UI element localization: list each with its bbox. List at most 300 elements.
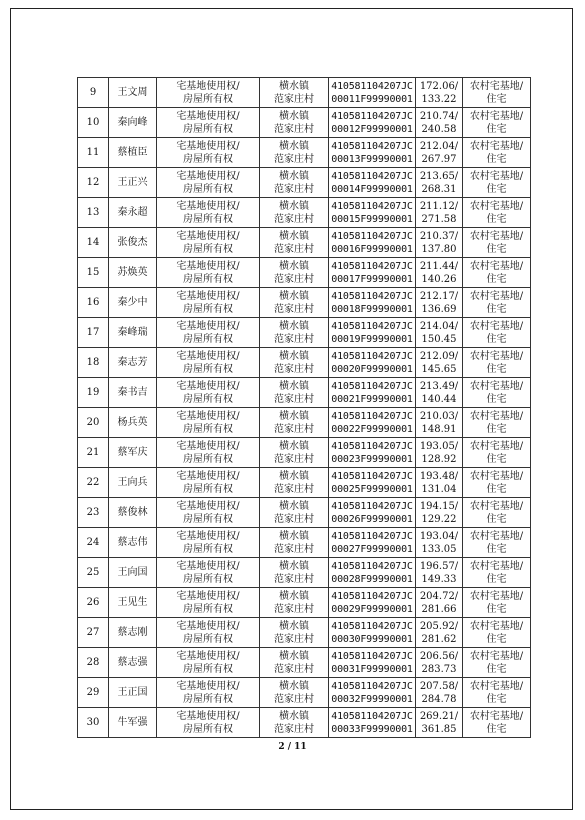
unit-code-line-1: 410581104207JC	[331, 290, 413, 302]
right-type-line-2: 房屋所有权	[183, 303, 233, 315]
right-type-cell	[157, 558, 260, 588]
right-type-cell	[157, 498, 260, 528]
right-type-line-1: 宅基地使用权/	[176, 650, 240, 662]
right-type-line-2: 房屋所有权	[183, 693, 233, 705]
location-line-1: 横水镇	[279, 620, 309, 632]
right-type-line-1: 宅基地使用权/	[176, 500, 240, 512]
right-type-cell	[157, 408, 260, 438]
unit-code-line-2: 00019F99990001	[331, 333, 413, 345]
right-type-cell	[157, 78, 260, 108]
land-use-cell	[463, 198, 531, 228]
right-type-line-1: 宅基地使用权/	[176, 380, 240, 392]
area-line-2: 140.26	[421, 273, 457, 285]
unit-code-line-1: 410581104207JC	[331, 470, 413, 482]
location-line-2: 范家庄村	[274, 243, 314, 255]
land-use-cell	[463, 498, 531, 528]
land-use-line-2: 住宅	[486, 573, 507, 585]
location-cell	[260, 228, 329, 258]
table-row	[78, 468, 531, 498]
right-type-line-1: 宅基地使用权/	[176, 260, 240, 272]
right-type-cell	[157, 198, 260, 228]
owner-name-cell: 秦志芳	[109, 348, 157, 378]
area-line-2: 148.91	[421, 423, 457, 435]
location-line-1: 横水镇	[279, 290, 309, 302]
row-number-cell: 12	[78, 168, 109, 198]
land-use-line-1: 农村宅基地/	[469, 530, 524, 542]
location-line-1: 横水镇	[279, 500, 309, 512]
location-line-1: 横水镇	[279, 80, 309, 92]
land-use-cell	[463, 168, 531, 198]
location-cell	[260, 558, 329, 588]
area-line-1: 210.37/	[419, 230, 459, 242]
location-line-1: 横水镇	[279, 710, 309, 722]
right-type-line-1: 宅基地使用权/	[176, 410, 240, 422]
land-use-line-1: 农村宅基地/	[469, 320, 524, 332]
area-cell	[416, 468, 463, 498]
right-type-line-2: 房屋所有权	[183, 393, 233, 405]
land-use-line-2: 住宅	[486, 303, 507, 315]
location-line-2: 范家庄村	[274, 93, 314, 105]
table-row	[78, 138, 531, 168]
right-type-line-2: 房屋所有权	[183, 153, 233, 165]
owner-name-cell: 王向兵	[109, 468, 157, 498]
area-line-1: 172.06/	[419, 80, 459, 92]
right-type-line-1: 宅基地使用权/	[176, 80, 240, 92]
unit-code-line-2: 00028F99990001	[331, 573, 413, 585]
right-type-cell	[157, 258, 260, 288]
location-line-2: 范家庄村	[274, 423, 314, 435]
land-use-cell	[463, 678, 531, 708]
table-row	[78, 588, 531, 618]
owner-name-cell: 苏焕英	[109, 258, 157, 288]
land-use-line-2: 住宅	[486, 483, 507, 495]
land-use-line-2: 住宅	[486, 543, 507, 555]
area-line-1: 196.57/	[419, 560, 459, 572]
unit-code-cell	[329, 558, 416, 588]
table-row	[78, 678, 531, 708]
right-type-line-1: 宅基地使用权/	[176, 620, 240, 632]
owner-name-cell: 蔡志强	[109, 648, 157, 678]
right-type-cell	[157, 708, 260, 738]
location-cell	[260, 78, 329, 108]
location-line-1: 横水镇	[279, 110, 309, 122]
location-line-1: 横水镇	[279, 680, 309, 692]
row-number-cell: 29	[78, 678, 109, 708]
table-row	[78, 378, 531, 408]
area-cell	[416, 708, 463, 738]
right-type-line-1: 宅基地使用权/	[176, 440, 240, 452]
unit-code-line-2: 00022F99990001	[331, 423, 413, 435]
land-use-line-2: 住宅	[486, 693, 507, 705]
area-line-2: 268.31	[421, 183, 457, 195]
table-row	[78, 348, 531, 378]
land-use-line-2: 住宅	[486, 393, 507, 405]
unit-code-cell	[329, 378, 416, 408]
area-cell	[416, 438, 463, 468]
location-line-2: 范家庄村	[274, 633, 314, 645]
location-cell	[260, 678, 329, 708]
table-row	[78, 198, 531, 228]
row-number-cell: 19	[78, 378, 109, 408]
unit-code-line-1: 410581104207JC	[331, 710, 413, 722]
row-number-cell: 10	[78, 108, 109, 138]
table-row	[78, 108, 531, 138]
location-line-2: 范家庄村	[274, 603, 314, 615]
area-cell	[416, 288, 463, 318]
right-type-line-1: 宅基地使用权/	[176, 530, 240, 542]
location-line-1: 横水镇	[279, 380, 309, 392]
land-use-line-2: 住宅	[486, 123, 507, 135]
land-use-line-1: 农村宅基地/	[469, 260, 524, 272]
area-cell	[416, 648, 463, 678]
unit-code-line-1: 410581104207JC	[331, 380, 413, 392]
unit-code-cell	[329, 228, 416, 258]
owner-name-cell: 蔡军庆	[109, 438, 157, 468]
row-number-cell: 16	[78, 288, 109, 318]
table-row	[78, 558, 531, 588]
location-cell	[260, 258, 329, 288]
row-number-cell: 30	[78, 708, 109, 738]
row-number-cell: 11	[78, 138, 109, 168]
area-cell	[416, 108, 463, 138]
table-row	[78, 648, 531, 678]
unit-code-line-2: 00011F99990001	[331, 93, 413, 105]
area-line-1: 212.17/	[419, 290, 459, 302]
right-type-cell	[157, 108, 260, 138]
unit-code-cell	[329, 438, 416, 468]
location-line-2: 范家庄村	[274, 273, 314, 285]
right-type-line-2: 房屋所有权	[183, 363, 233, 375]
right-type-line-2: 房屋所有权	[183, 723, 233, 735]
location-line-1: 横水镇	[279, 260, 309, 272]
owner-name-cell: 秦书吉	[109, 378, 157, 408]
unit-code-cell	[329, 678, 416, 708]
right-type-line-1: 宅基地使用权/	[176, 320, 240, 332]
unit-code-line-1: 410581104207JC	[331, 500, 413, 512]
unit-code-cell	[329, 288, 416, 318]
location-line-2: 范家庄村	[274, 663, 314, 675]
right-type-line-2: 房屋所有权	[183, 573, 233, 585]
right-type-line-2: 房屋所有权	[183, 423, 233, 435]
area-cell	[416, 378, 463, 408]
right-type-line-2: 房屋所有权	[183, 93, 233, 105]
right-type-cell	[157, 378, 260, 408]
area-cell	[416, 348, 463, 378]
unit-code-line-2: 00017F99990001	[331, 273, 413, 285]
area-line-2: 283.73	[421, 663, 457, 675]
land-use-line-1: 农村宅基地/	[469, 290, 524, 302]
area-cell	[416, 228, 463, 258]
land-use-line-1: 农村宅基地/	[469, 380, 524, 392]
right-type-cell	[157, 438, 260, 468]
location-line-2: 范家庄村	[274, 303, 314, 315]
land-use-cell	[463, 258, 531, 288]
table-row	[78, 528, 531, 558]
owner-name-cell: 王向国	[109, 558, 157, 588]
row-number-cell: 14	[78, 228, 109, 258]
location-cell	[260, 528, 329, 558]
right-type-cell	[157, 228, 260, 258]
location-cell	[260, 168, 329, 198]
table-row	[78, 438, 531, 468]
unit-code-cell	[329, 618, 416, 648]
right-type-line-2: 房屋所有权	[183, 513, 233, 525]
unit-code-line-1: 410581104207JC	[331, 560, 413, 572]
area-line-2: 284.78	[421, 693, 457, 705]
unit-code-cell	[329, 498, 416, 528]
table-row	[78, 258, 531, 288]
area-cell	[416, 198, 463, 228]
land-use-line-2: 住宅	[486, 333, 507, 345]
area-cell	[416, 138, 463, 168]
area-cell	[416, 78, 463, 108]
location-cell	[260, 408, 329, 438]
table-row	[78, 78, 531, 108]
unit-code-line-2: 00013F99990001	[331, 153, 413, 165]
area-line-1: 193.04/	[419, 530, 459, 542]
land-use-line-1: 农村宅基地/	[469, 110, 524, 122]
land-use-cell	[463, 408, 531, 438]
location-line-2: 范家庄村	[274, 693, 314, 705]
land-use-line-2: 住宅	[486, 723, 507, 735]
land-use-line-2: 住宅	[486, 153, 507, 165]
row-number-cell: 20	[78, 408, 109, 438]
land-use-line-1: 农村宅基地/	[469, 140, 524, 152]
location-cell	[260, 618, 329, 648]
land-use-line-2: 住宅	[486, 273, 507, 285]
unit-code-cell	[329, 258, 416, 288]
row-number-cell: 22	[78, 468, 109, 498]
unit-code-line-2: 00031F99990001	[331, 663, 413, 675]
land-use-line-1: 农村宅基地/	[469, 680, 524, 692]
unit-code-line-2: 00018F99990001	[331, 303, 413, 315]
registration-table-body	[78, 78, 531, 738]
location-cell	[260, 588, 329, 618]
land-use-line-1: 农村宅基地/	[469, 80, 524, 92]
area-line-2: 133.05	[421, 543, 457, 555]
owner-name-cell: 秦向峰	[109, 108, 157, 138]
land-use-line-1: 农村宅基地/	[469, 590, 524, 602]
unit-code-cell	[329, 708, 416, 738]
table-row	[78, 318, 531, 348]
unit-code-line-1: 410581104207JC	[331, 680, 413, 692]
unit-code-line-2: 00030F99990001	[331, 633, 413, 645]
land-use-line-1: 农村宅基地/	[469, 620, 524, 632]
land-use-cell	[463, 348, 531, 378]
land-use-cell	[463, 288, 531, 318]
land-use-line-2: 住宅	[486, 213, 507, 225]
right-type-cell	[157, 138, 260, 168]
right-type-line-1: 宅基地使用权/	[176, 710, 240, 722]
location-cell	[260, 348, 329, 378]
row-number-cell: 25	[78, 558, 109, 588]
land-use-line-1: 农村宅基地/	[469, 650, 524, 662]
location-line-2: 范家庄村	[274, 363, 314, 375]
right-type-cell	[157, 348, 260, 378]
row-number-cell: 15	[78, 258, 109, 288]
unit-code-line-2: 00016F99990001	[331, 243, 413, 255]
row-number-cell: 26	[78, 588, 109, 618]
table-row	[78, 708, 531, 738]
owner-name-cell: 王正兴	[109, 168, 157, 198]
location-line-2: 范家庄村	[274, 453, 314, 465]
area-cell	[416, 528, 463, 558]
location-line-1: 横水镇	[279, 410, 309, 422]
location-line-2: 范家庄村	[274, 723, 314, 735]
unit-code-line-2: 00012F99990001	[331, 123, 413, 135]
owner-name-cell: 蔡志刚	[109, 618, 157, 648]
right-type-cell	[157, 528, 260, 558]
land-use-line-1: 农村宅基地/	[469, 230, 524, 242]
unit-code-line-1: 410581104207JC	[331, 260, 413, 272]
row-number-cell: 21	[78, 438, 109, 468]
right-type-line-1: 宅基地使用权/	[176, 290, 240, 302]
location-line-2: 范家庄村	[274, 513, 314, 525]
right-type-line-1: 宅基地使用权/	[176, 680, 240, 692]
unit-code-cell	[329, 78, 416, 108]
location-cell	[260, 498, 329, 528]
unit-code-line-1: 410581104207JC	[331, 140, 413, 152]
right-type-cell	[157, 618, 260, 648]
location-cell	[260, 468, 329, 498]
right-type-line-1: 宅基地使用权/	[176, 470, 240, 482]
owner-name-cell: 蔡植臣	[109, 138, 157, 168]
owner-name-cell: 张俊杰	[109, 228, 157, 258]
area-line-1: 269.21/	[419, 710, 459, 722]
area-cell	[416, 678, 463, 708]
unit-code-line-2: 00023F99990001	[331, 453, 413, 465]
right-type-line-2: 房屋所有权	[183, 543, 233, 555]
row-number-cell: 13	[78, 198, 109, 228]
land-use-line-1: 农村宅基地/	[469, 710, 524, 722]
row-number-cell: 24	[78, 528, 109, 558]
land-use-cell	[463, 228, 531, 258]
location-line-1: 横水镇	[279, 350, 309, 362]
right-type-line-2: 房屋所有权	[183, 483, 233, 495]
unit-code-line-1: 410581104207JC	[331, 320, 413, 332]
land-use-line-2: 住宅	[486, 93, 507, 105]
area-line-1: 213.49/	[419, 380, 459, 392]
right-type-line-2: 房屋所有权	[183, 333, 233, 345]
right-type-line-2: 房屋所有权	[183, 633, 233, 645]
owner-name-cell: 秦峰瑞	[109, 318, 157, 348]
unit-code-cell	[329, 648, 416, 678]
right-type-line-2: 房屋所有权	[183, 183, 233, 195]
location-line-2: 范家庄村	[274, 153, 314, 165]
area-line-1: 212.04/	[419, 140, 459, 152]
unit-code-line-1: 410581104207JC	[331, 200, 413, 212]
row-number-cell: 27	[78, 618, 109, 648]
land-use-cell	[463, 138, 531, 168]
location-cell	[260, 648, 329, 678]
unit-code-cell	[329, 348, 416, 378]
location-cell	[260, 438, 329, 468]
area-line-2: 240.58	[421, 123, 457, 135]
location-line-2: 范家庄村	[274, 573, 314, 585]
unit-code-line-1: 410581104207JC	[331, 530, 413, 542]
location-line-1: 横水镇	[279, 650, 309, 662]
location-line-2: 范家庄村	[274, 183, 314, 195]
owner-name-cell: 秦少中	[109, 288, 157, 318]
unit-code-line-2: 00026F99990001	[331, 513, 413, 525]
unit-code-cell	[329, 198, 416, 228]
table-row	[78, 228, 531, 258]
land-use-line-1: 农村宅基地/	[469, 350, 524, 362]
unit-code-cell	[329, 168, 416, 198]
table-row	[78, 498, 531, 528]
location-line-1: 横水镇	[279, 230, 309, 242]
unit-code-line-1: 410581104207JC	[331, 230, 413, 242]
area-cell	[416, 168, 463, 198]
land-use-line-2: 住宅	[486, 363, 507, 375]
unit-code-line-1: 410581104207JC	[331, 590, 413, 602]
unit-code-line-2: 00021F99990001	[331, 393, 413, 405]
table-row	[78, 408, 531, 438]
land-use-line-2: 住宅	[486, 243, 507, 255]
area-line-2: 133.22	[421, 93, 457, 105]
area-cell	[416, 318, 463, 348]
unit-code-line-1: 410581104207JC	[331, 650, 413, 662]
land-use-cell	[463, 378, 531, 408]
land-use-cell	[463, 78, 531, 108]
location-line-2: 范家庄村	[274, 123, 314, 135]
location-line-1: 横水镇	[279, 560, 309, 572]
land-use-cell	[463, 318, 531, 348]
land-use-line-2: 住宅	[486, 183, 507, 195]
area-line-1: 210.74/	[419, 110, 459, 122]
land-use-cell	[463, 648, 531, 678]
right-type-line-1: 宅基地使用权/	[176, 200, 240, 212]
area-cell	[416, 498, 463, 528]
land-use-cell	[463, 468, 531, 498]
land-use-cell	[463, 108, 531, 138]
location-line-2: 范家庄村	[274, 213, 314, 225]
land-use-line-1: 农村宅基地/	[469, 500, 524, 512]
area-cell	[416, 558, 463, 588]
owner-name-cell: 秦永超	[109, 198, 157, 228]
row-number-cell: 23	[78, 498, 109, 528]
right-type-line-1: 宅基地使用权/	[176, 140, 240, 152]
owner-name-cell: 杨兵英	[109, 408, 157, 438]
area-line-2: 140.44	[421, 393, 457, 405]
land-use-line-2: 住宅	[486, 453, 507, 465]
area-line-2: 150.45	[421, 333, 457, 345]
unit-code-cell	[329, 408, 416, 438]
area-line-2: 128.92	[421, 453, 457, 465]
owner-name-cell: 牛军强	[109, 708, 157, 738]
row-number-cell: 17	[78, 318, 109, 348]
location-cell	[260, 378, 329, 408]
right-type-line-2: 房屋所有权	[183, 123, 233, 135]
location-line-1: 横水镇	[279, 320, 309, 332]
unit-code-line-2: 00014F99990001	[331, 183, 413, 195]
unit-code-line-1: 410581104207JC	[331, 170, 413, 182]
page-number: 2 / 11	[278, 742, 307, 752]
row-number-cell: 9	[78, 78, 109, 108]
unit-code-cell	[329, 588, 416, 618]
land-use-cell	[463, 438, 531, 468]
area-line-2: 267.97	[421, 153, 457, 165]
location-cell	[260, 108, 329, 138]
land-use-line-2: 住宅	[486, 633, 507, 645]
land-use-cell	[463, 708, 531, 738]
unit-code-line-1: 410581104207JC	[331, 620, 413, 632]
right-type-cell	[157, 168, 260, 198]
area-line-2: 271.58	[421, 213, 457, 225]
right-type-cell	[157, 288, 260, 318]
right-type-line-2: 房屋所有权	[183, 663, 233, 675]
location-cell	[260, 198, 329, 228]
